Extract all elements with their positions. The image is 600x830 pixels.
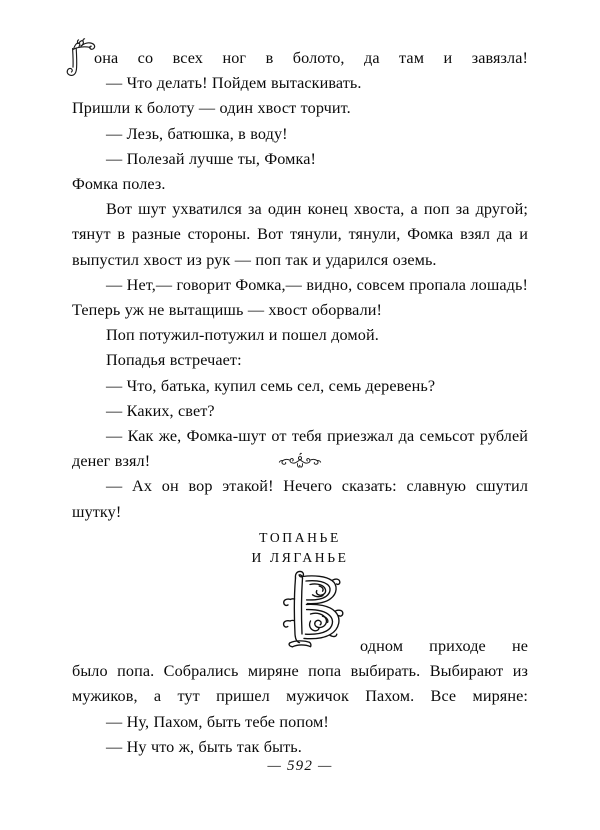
paragraph: — Что делать! Пойдем вытаскивать. [106,74,362,93]
paragraph: — Ну, Пахом, быть тебе попом! [106,712,329,731]
paragraph: — Полезай лучше ты, Фомка! [106,149,317,168]
paragraph: — Ну что ж, быть так быть. [106,737,302,756]
floral-ornament-icon [274,459,326,476]
paragraph: Фомка полез. [72,175,166,194]
paragraph: — Что, батька, купил семь сел, семь деревень? [106,376,436,395]
section-divider [0,452,600,477]
paragraph: — Нет,— говорит Фомка,— видно, совсем пропала лошадь! Теперь уж не вытащишь — хвост оборвали! [72,275,528,320]
paragraph: Поп потужил-потужил и пошел домой. [106,326,379,345]
new-story-textblock [72,634,528,760]
paragraph: было попа. Собрались миряне попа выбирать. Выбирают из мужиков, а тут пришел мужичок Пахом. Все миряне: [72,662,528,706]
paragraph: Вот шут ухватился за один конец хвоста, а поп за другой; тянут в разные стороны. Вот тянули, тянули, Фомка взял да и выпустил хвост из рук — поп так и ударился оземь. [72,200,528,269]
paragraph: — Ах он вор этакой! Нечего сказать: славную сшутил шутку! [72,477,528,521]
story-title-line-1: ТОПАНЬЕ [259,529,341,545]
paragraph: Попадья встречает: [106,351,242,370]
paragraph-runin: одном приходе не [360,637,528,655]
story-title [0,528,600,568]
paragraph: — Как же, Фомка-шут от тебя приезжал да семьсот рублей денег взял! [72,427,528,471]
paragraph-first-line: она со всех ног в болото, да там и завязла! [94,49,528,67]
paragraph: Пришли к болоту — один хвост торчит. [72,99,351,118]
paragraph: — Каких, свет? [106,401,215,420]
page-number: — 592 — [267,758,333,774]
story-title-line-2: И ЛЯГАНЬЕ [251,549,349,565]
paragraph: — Лезь, батюшка, в воду! [106,124,288,143]
